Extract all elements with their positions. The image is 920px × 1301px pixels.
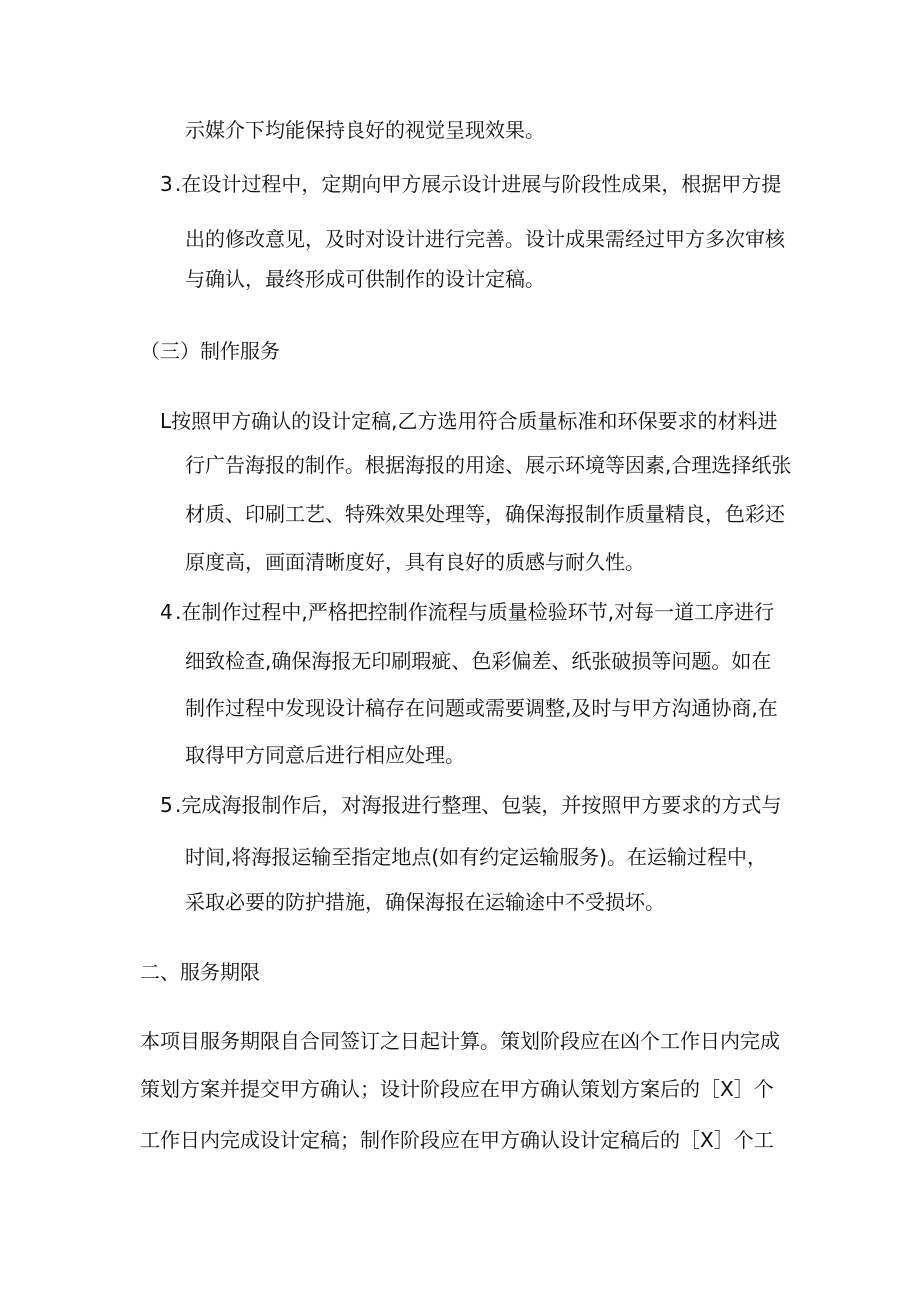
item3-line-2: 出的修改意见，及时对设计进行完善。设计成果需经过甲方多次审核 xyxy=(185,227,785,251)
item4-line-3: 制作过程中发现设计稿存在问题或需要调整,及时与甲方沟通协商,在 xyxy=(185,696,778,720)
prod-item1-line-3: 材质、印刷工艺、特殊效果处理等，确保海报制作质量精良，色彩还 xyxy=(185,502,785,526)
section-heading-production: （三）制作服务 xyxy=(140,339,280,363)
item3-line-1: .在设计过程中，定期向甲方展示设计进展与阶段性成果，根据甲方提 xyxy=(175,172,782,196)
section-heading-term: 二、服务期限 xyxy=(140,960,260,984)
item3-line-3: 与确认，最终形成可供制作的设计定稿。 xyxy=(185,267,545,291)
item5-line-2: 时间,将海报运输至指定地点(如有约定运输服务)。在运输过程中， xyxy=(185,845,767,869)
item3-number: 3 xyxy=(160,172,173,196)
item4-line-1: .在制作过程中,严格把控制作流程与质量检验环节,对每一道工序进行 xyxy=(175,600,775,624)
item5-number: 5 xyxy=(160,793,173,817)
term-paragraph-line-2: 策划方案并提交甲方确认；设计阶段应在甲方确认策划方案后的［X］个 xyxy=(140,1077,774,1101)
item5-line-1: .完成海报制作后，对海报进行整理、包装，并按照甲方要求的方式与 xyxy=(175,793,782,817)
item4-number: 4 xyxy=(160,600,173,624)
prod-item1-line-2: 行广告海报的制作。根据海报的用途、展示环境等因素,合理选择纸张 xyxy=(185,453,792,477)
term-paragraph-line-3: 工作日内完成设计定稿；制作阶段应在甲方确认设计定稿后的［X］个工 xyxy=(140,1128,774,1152)
term-paragraph-line-1: 本项目服务期限自合同签订之日起计算。策划阶段应在凶个工作日内完成 xyxy=(140,1029,780,1053)
item4-line-4: 取得甲方同意后进行相应处理。 xyxy=(185,743,465,767)
item5-line-3: 采取必要的防护措施，确保海报在运输途中不受损坏。 xyxy=(185,890,665,914)
item2-tail-line: 示媒介下均能保持良好的视觉呈现效果。 xyxy=(185,118,545,142)
item4-line-2: 细致检查,确保海报无印刷瑕疵、色彩偏差、纸张破损等问题。如在 xyxy=(185,649,772,673)
prod-item1-line-4: 原度高，画面清晰度好，具有良好的质感与耐久性。 xyxy=(185,550,645,574)
prod-item1-line-1: L按照甲方确认的设计定稿,乙方选用符合质量标准和环保要求的材料进 xyxy=(160,409,778,433)
